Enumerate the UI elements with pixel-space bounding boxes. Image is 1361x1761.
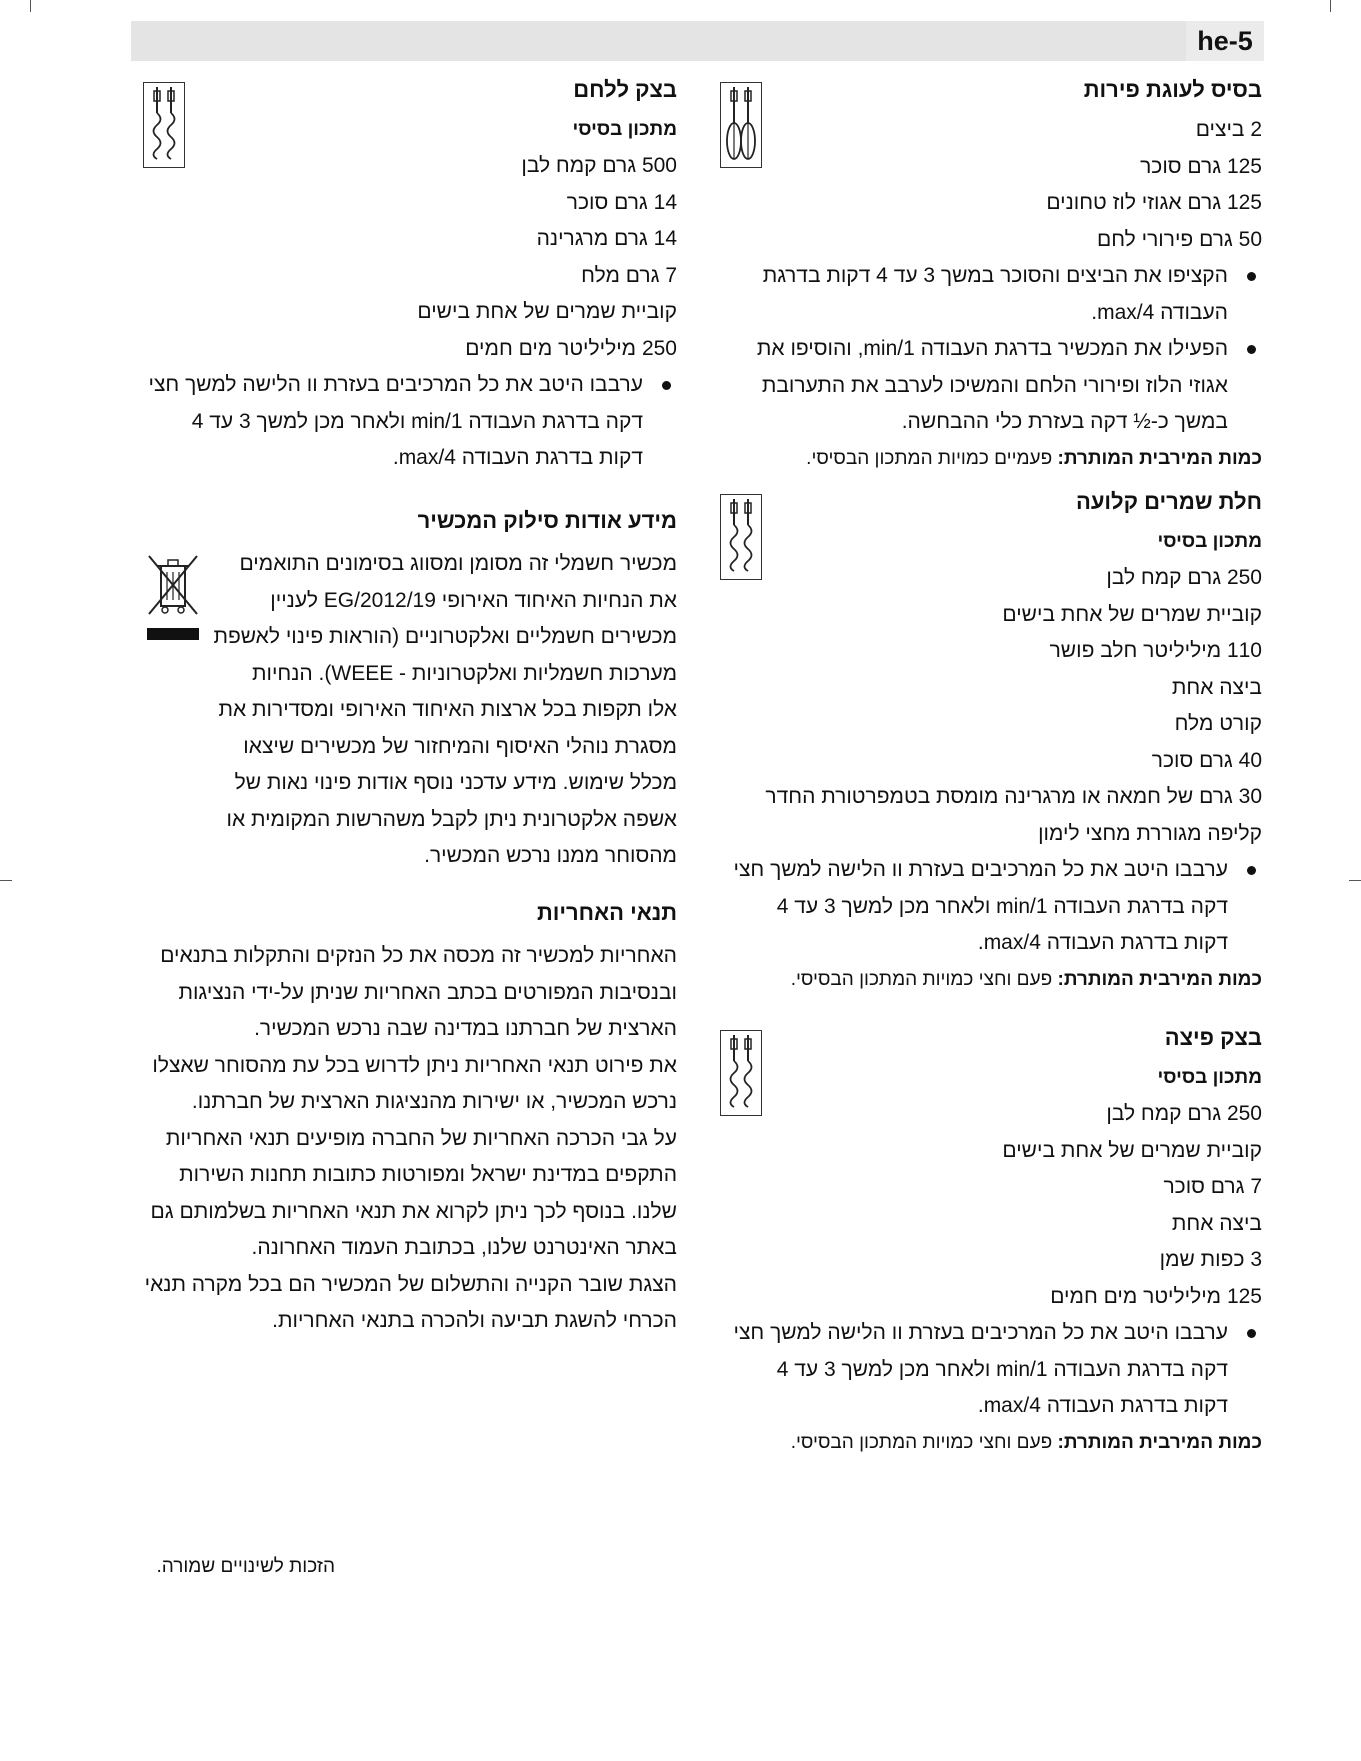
instruction-bullet	[143, 367, 677, 477]
crop-mark-top-left	[30, 0, 31, 12]
section-title: בצק ללחם	[573, 77, 677, 102]
header-bar	[131, 21, 1264, 61]
section-title: מידע אודות סילוק המכשיר	[417, 508, 677, 533]
warranty-line: הכרחי להשגת תביעה ולהכרה בתנאי האחריות.	[272, 1309, 677, 1332]
beaters-icon	[720, 82, 762, 168]
instruction-bullet	[720, 1315, 1262, 1425]
bullet-dot	[1247, 1329, 1256, 1338]
disposal-line: מערכות חשמליות ואלקטרוניות - WEEE). הנחיות	[251, 661, 677, 685]
crop-mark-right-mid	[1349, 880, 1361, 881]
section-title: חלת שמרים קלועה	[1075, 489, 1262, 514]
max-quantity-tip	[720, 962, 1262, 999]
ingredient-line: 7 גרם מלח	[581, 263, 677, 287]
instruction-line: הפעילו את המכשיר בדרגת העבודה min/1, והוסיפו את	[756, 337, 1228, 360]
warranty-line: האחריות למכשיר זה מכסה את כל הנזקים והתקלות בתנאים	[160, 944, 677, 967]
instruction-line: דקות בדרגת העבודה max/4.	[977, 931, 1228, 954]
tip-label: כמות המירבית המותרת:	[1057, 447, 1262, 469]
ingredient-line: קוביית שמרים של אחת בישים	[1002, 602, 1262, 626]
page-number: he-5	[1186, 21, 1264, 61]
disposal-line: אשפה אלקטרונית ניתן לקבל משהרשות המקומית או	[226, 807, 677, 831]
instruction-line: דקה בדרגת העבודה min/1 ולאחר מכן למשך 3 עד 4	[776, 894, 1228, 918]
warranty-line: התקפים במדינת ישראל ומפורטות כתובות תחנות השירות	[179, 1163, 677, 1186]
ingredient-line: 250 מיליליטר מים חמים	[465, 336, 677, 360]
instruction-line: ערבבו היטב את כל המרכיבים בעזרת וו הלישה למשך חצי	[733, 858, 1228, 881]
left-column	[143, 68, 677, 1340]
ingredient-line: ביצה אחת	[1171, 1211, 1262, 1235]
warranty-line: באתר האינטרנט שלנו, בכתובת העמוד האחרונה.	[251, 1236, 677, 1259]
ingredient-line: 110 מיליליטר חלב פושר	[1049, 639, 1262, 662]
section-title: בצק פיצה	[1164, 1025, 1262, 1050]
instruction-line: דקה בדרגת העבודה min/1 ולאחר מכן למשך 3 עד 4	[191, 409, 643, 433]
bullet-dot	[1247, 345, 1256, 354]
ingredient-line: 125 מיליליטר מים חמים	[1050, 1284, 1262, 1308]
disposal-line: מהסוחר ממנו נרכש המכשיר.	[424, 844, 677, 867]
dough-hooks-icon	[720, 1030, 762, 1116]
instruction-bullet	[720, 852, 1262, 962]
section-warranty	[143, 888, 677, 1340]
max-quantity-tip	[720, 441, 1262, 478]
ingredient-line: 125 גרם סוכר	[1140, 154, 1262, 178]
disposal-line: את הנחיות האיחוד האירופי 2012/19/EG לעניין	[270, 588, 677, 612]
section-subtitle: מתכון בסיסי	[1157, 1067, 1262, 1088]
ingredient-line: 125 גרם אגוזי לוז טחונים	[1046, 191, 1262, 214]
disposal-body	[143, 546, 677, 875]
warranty-line: ובנסיבות המפורטים בכתב האחריות שניתן על-ידי הנציגות	[178, 980, 677, 1004]
bullet-dot	[1247, 272, 1256, 281]
ingredient-line: קליפה מגוררת מחצי לימון	[1038, 821, 1262, 845]
instruction-line: אגוזי הלוז ופירורי הלחם והמשיכו לערבב את התערובת	[761, 373, 1228, 397]
ingredient-line: 3 כפות שמן	[1159, 1248, 1262, 1271]
ingredient-line: 250 גרם קמח לבן	[1106, 1102, 1262, 1125]
warranty-line: את פירוט תנאי האחריות ניתן לדרוש בכל עת מהסוחר שאצלו	[152, 1053, 677, 1077]
ingredient-line: 2 ביצים	[1195, 118, 1262, 141]
ingredient-line: קוביית שמרים של אחת בישים	[417, 300, 677, 323]
disposal-line: מכלל שימוש. מידע עדכני נוסף אודות פינוי נאות של	[234, 771, 677, 794]
instruction-line: העבודה max/4.	[1091, 300, 1228, 324]
section-disposal	[143, 496, 677, 888]
bullet-dot	[1247, 866, 1256, 875]
warranty-line: הצגת שובר הקנייה והתשלום של המכשיר הם בכל מקרה תנאי	[144, 1272, 677, 1296]
disposal-line: מכשיר חשמלי זה מסומן ומסווג בסימונים התואמים	[239, 552, 677, 575]
instruction-bullet	[720, 258, 1262, 331]
section-subtitle: מתכון בסיסי	[572, 119, 677, 140]
ingredient-line: 14 גרם סוכר	[566, 190, 677, 214]
ingredient-line: 500 גרם קמח לבן	[521, 154, 677, 177]
crop-mark-top-right	[1330, 0, 1331, 12]
tip-label: כמות המירבית המותרת:	[1057, 968, 1262, 990]
instruction-line: דקה בדרגת העבודה min/1 ולאחר מכן למשך 3 עד 4	[776, 1357, 1228, 1381]
ingredient-line: קוביית שמרים של אחת בישים	[1002, 1138, 1262, 1162]
ingredient-line: קורט מלח	[1174, 712, 1262, 735]
warranty-line: הארצית של חברתנו במדינה שבה נרכש המכשיר.	[254, 1017, 677, 1040]
disposal-line: אלו תקפות בכל ארצות האיחוד האירופי ומסדירות את	[218, 698, 677, 721]
disposal-line: מסגרת נוהלי האיסוף והמיחזור של מכשירים שיצאו	[243, 734, 677, 758]
warranty-line: על גבי הכרכה האחריות של החברה מופיעים תנאי האחריות	[165, 1126, 677, 1150]
section-fruit-cake-base	[720, 68, 1262, 480]
section-title: תנאי האחריות	[536, 900, 677, 925]
crop-mark-left-mid	[0, 880, 12, 881]
section-title: בסיס לעוגת פירות	[1083, 77, 1262, 102]
section-braided-challah	[720, 480, 1262, 1016]
tip-text: פעמיים כמויות המתכון הבסיסי.	[806, 447, 1058, 469]
max-quantity-tip	[720, 1425, 1262, 1462]
tip-text: פעם וחצי כמויות המתכון הבסיסי.	[790, 968, 1058, 990]
ingredient-line: ביצה אחת	[1171, 675, 1262, 699]
ingredient-line: 7 גרם סוכר	[1163, 1175, 1262, 1198]
bullet-dot	[662, 381, 671, 390]
warranty-line: נרכש המכשיר, או ישירות מהנציגות הארצית של חברתנו.	[191, 1090, 677, 1113]
instruction-line: ערבבו היטב את כל המרכיבים בעזרת וו הלישה למשך חצי	[733, 1321, 1228, 1344]
warranty-line: שלנו. בנוסף לכך ניתן לקרוא את תנאי האחריות בשלמותם גם	[150, 1199, 677, 1223]
dough-hooks-icon	[720, 494, 762, 580]
disposal-line: מכשירים חשמליים ואלקטרוניים (הוראות פינוי לאשפת	[213, 625, 677, 648]
dough-hooks-icon	[143, 82, 185, 168]
section-pizza-dough	[720, 1016, 1262, 1461]
right-column	[720, 68, 1262, 1461]
ingredient-line: 250 גרם קמח לבן	[1106, 566, 1262, 589]
footer-note: הזכות לשינויים שמורה.	[156, 1556, 335, 1577]
ingredient-line: 14 גרם מרגרינה	[536, 227, 677, 250]
ingredient-line: 40 גרם סוכר	[1151, 748, 1262, 772]
instruction-line: דקות בדרגת העבודה max/4.	[977, 1394, 1228, 1417]
tip-label: כמות המירבית המותרת:	[1057, 1431, 1262, 1453]
section-subtitle: מתכון בסיסי	[1157, 531, 1262, 552]
instruction-line: דקות בדרגת העבודה max/4.	[392, 446, 643, 469]
section-bread-dough	[143, 68, 677, 496]
crossed-bin-icon	[143, 550, 203, 646]
instruction-line: ערבבו היטב את כל המרכיבים בעזרת וו הלישה למשך חצי	[148, 373, 643, 396]
ingredient-line: 30 גרם של חמאה או מרגרינה מומסת בטמפרטורת החדר	[765, 785, 1262, 808]
tip-text: פעם וחצי כמויות המתכון הבסיסי.	[790, 1431, 1058, 1453]
instruction-bullet	[720, 331, 1262, 441]
instruction-line: הקציפו את הביצים והסוכר במשך 3 עד 4 דקות בדרגת	[762, 264, 1228, 287]
ingredient-line: 50 גרם פירורי לחם	[1097, 227, 1262, 251]
instruction-line: במשך כ-½ דקה בעזרת כלי ההבחשה.	[901, 410, 1228, 433]
